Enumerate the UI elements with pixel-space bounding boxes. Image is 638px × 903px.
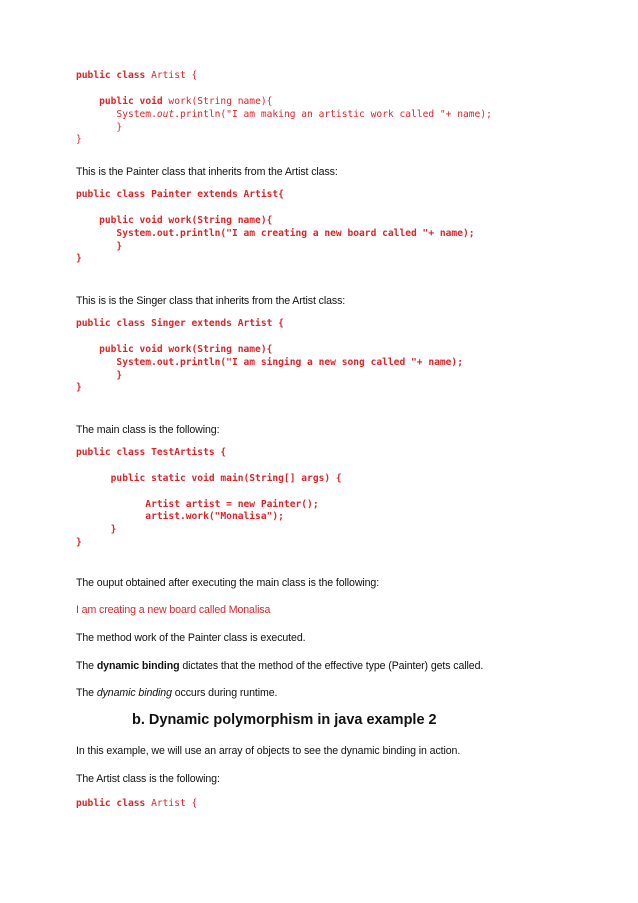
main-class-intro-text: The main class is the following: [76,424,220,436]
code-line: } [76,134,82,146]
code-block-testartists-class [76,447,342,550]
text-prefix: The [76,687,97,699]
code-line: public static void main(String[] args) { [76,472,342,484]
code-block-painter-class [76,189,475,266]
code-line: System.out.println("I am making an artistic work called "+ name); [76,108,492,120]
bold-term: dynamic binding [96,660,180,672]
code-line: System.out.println("I am singing a new song called "+ name); [76,356,463,368]
output-intro-text: The ouput obtained after executing the main class is the following: [76,577,380,589]
italic-term: dynamic binding [96,687,172,699]
painter-intro-text: This is the Painter class that inherits from the Artist class: [76,166,338,178]
code-line: } [76,369,123,381]
dynamic-binding-text-1 [76,660,483,672]
example2-intro-text: In this example, we will use an array of objects to see the dynamic binding in action. [76,745,461,757]
code-line: public class Painter extends Artist{ [76,189,284,200]
text-suffix: dictates that the method of the effective type (Painter) gets called. [179,660,484,672]
code-block-artist-class-2 [76,798,197,811]
code-line: } [76,121,123,133]
code-line: public void work(String name){ [76,214,273,226]
singer-intro-text: This is is the Singer class that inherits from the Artist class: [76,295,346,307]
text-suffix: occurs during runtime. [171,687,278,699]
artist-intro-text: The Artist class is the following: [76,773,220,785]
code-line: } [76,537,82,549]
code-line: System.out.println("I am creating a new board called "+ name); [76,227,475,239]
code-line: public class TestArtists { [76,447,227,458]
code-line: public void work(String name){ [76,343,273,355]
code-block-artist-class [76,70,492,147]
code-block-singer-class [76,318,463,395]
code-line: } [76,524,117,536]
section-heading: b. Dynamic polymorphism in java example 2 [132,712,437,728]
code-line [76,202,475,215]
method-executed-text: The method work of the Painter class is executed. [76,632,306,644]
code-line [76,460,342,473]
code-line [76,83,492,96]
code-line: public class Artist { [76,798,198,809]
code-line: artist.work("Monalisa"); [76,511,284,523]
code-line: } [76,253,82,265]
code-line [76,486,342,499]
code-line: public class Singer extends Artist { [76,318,284,329]
dynamic-binding-text-2 [76,687,277,699]
code-line [76,331,463,344]
code-line: } [76,382,82,394]
text-prefix: The [76,660,97,672]
program-output-text: I am creating a new board called Monalisa [76,604,271,616]
code-line: } [76,240,123,252]
code-line: Artist artist = new Painter(); [76,498,319,510]
code-line: public void work(String name){ [99,95,273,107]
code-line: public class Artist { [76,70,198,81]
